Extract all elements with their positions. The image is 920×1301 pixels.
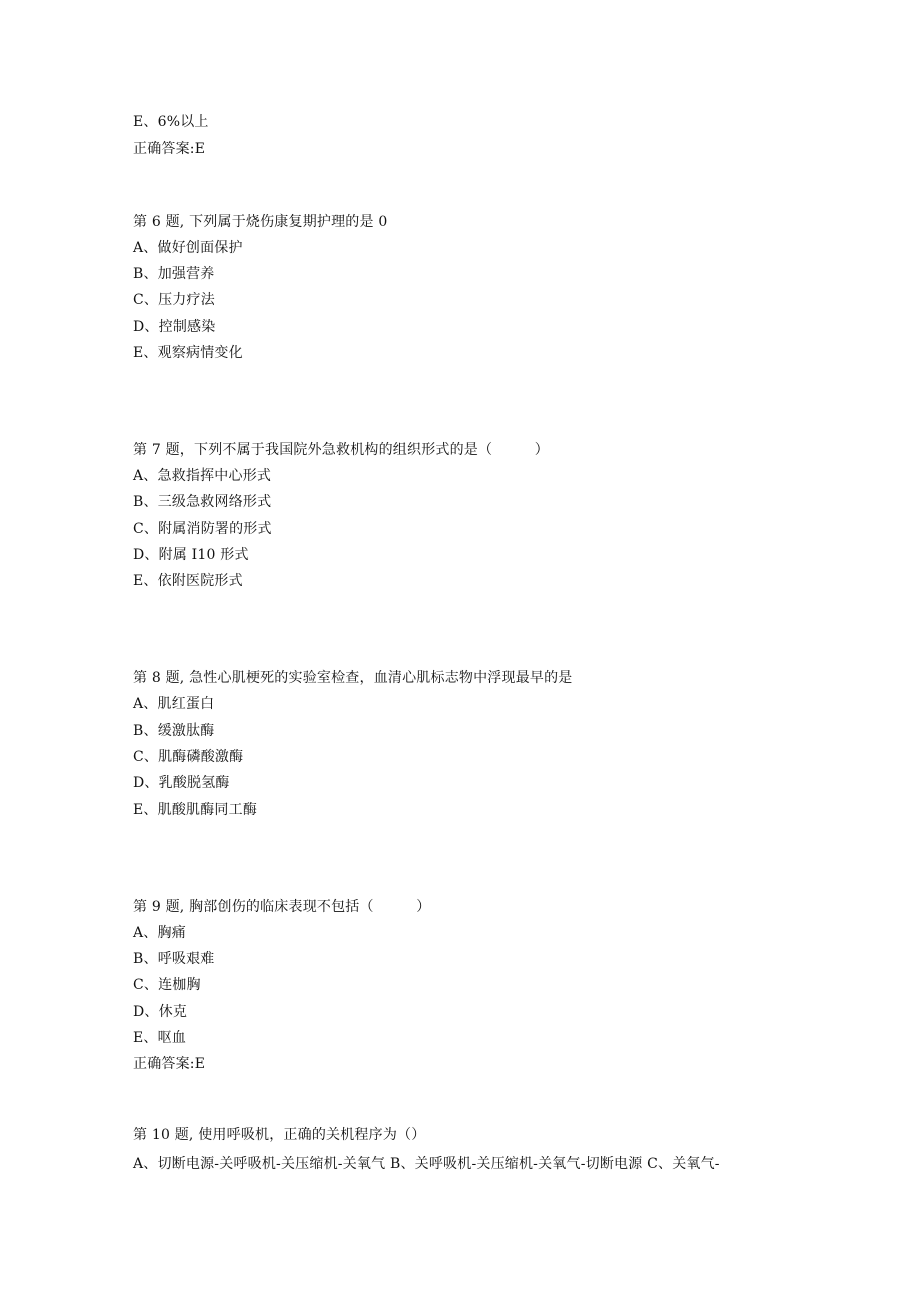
question-title: 第 6 题, 下列属于烧伤康复期护理的是 0 — [133, 214, 388, 230]
option-e: E、呕血 — [133, 1030, 187, 1046]
option-b: B、三级急救网络形式 — [133, 494, 272, 510]
options-line: A、切断电源-关呼吸机-关压缩机-关氧气 B、关呼吸机-关压缩机-关氧气-切断电源 C、关氧气- — [133, 1156, 720, 1172]
correct-answer: 正确答案:E — [133, 1056, 206, 1072]
option-e: E、观察病情变化 — [133, 345, 243, 361]
correct-answer: 正确答案:E — [133, 141, 206, 157]
option-c: C、肌酶磷酸激酶 — [133, 749, 244, 765]
question-title: 第 8 题, 急性心肌梗死的实验室检查，血清心肌标志物中浮现最早的是 — [133, 670, 573, 686]
option-c: C、压力疗法 — [133, 292, 215, 308]
question-title: 第 7 题，下列不属于我国院外急救机构的组织形式的是（ ） — [133, 442, 550, 458]
option-d: D、休克 — [133, 1004, 188, 1020]
option-b: B、缓激肽酶 — [133, 723, 215, 739]
option-e: E、肌酸肌酶同工酶 — [133, 802, 258, 818]
option-b: B、加强营养 — [133, 266, 215, 282]
option-d: D、乳酸脱氢酶 — [133, 775, 230, 791]
option-a: A、做好创面保护 — [133, 240, 243, 256]
option-c: C、连枷胸 — [133, 977, 201, 993]
option-e: E、依附医院形式 — [133, 573, 243, 589]
question-title: 第 9 题, 胸部创伤的临床表现不包括（ ） — [133, 899, 431, 915]
option-a: A、肌红蛋白 — [133, 696, 215, 712]
option-e: E、6%以上 — [133, 114, 209, 130]
option-b: B、呼吸艰难 — [133, 951, 215, 967]
question-title: 第 10 题, 使用呼吸机，正确的关机程序为（） — [133, 1127, 426, 1143]
option-d: D、控制感染 — [133, 319, 216, 335]
option-c: C、附属消防署的形式 — [133, 521, 272, 537]
option-a: A、胸痛 — [133, 925, 186, 941]
option-d: D、附属 I10 形式 — [133, 547, 249, 563]
option-a: A、急救指挥中心形式 — [133, 468, 272, 484]
